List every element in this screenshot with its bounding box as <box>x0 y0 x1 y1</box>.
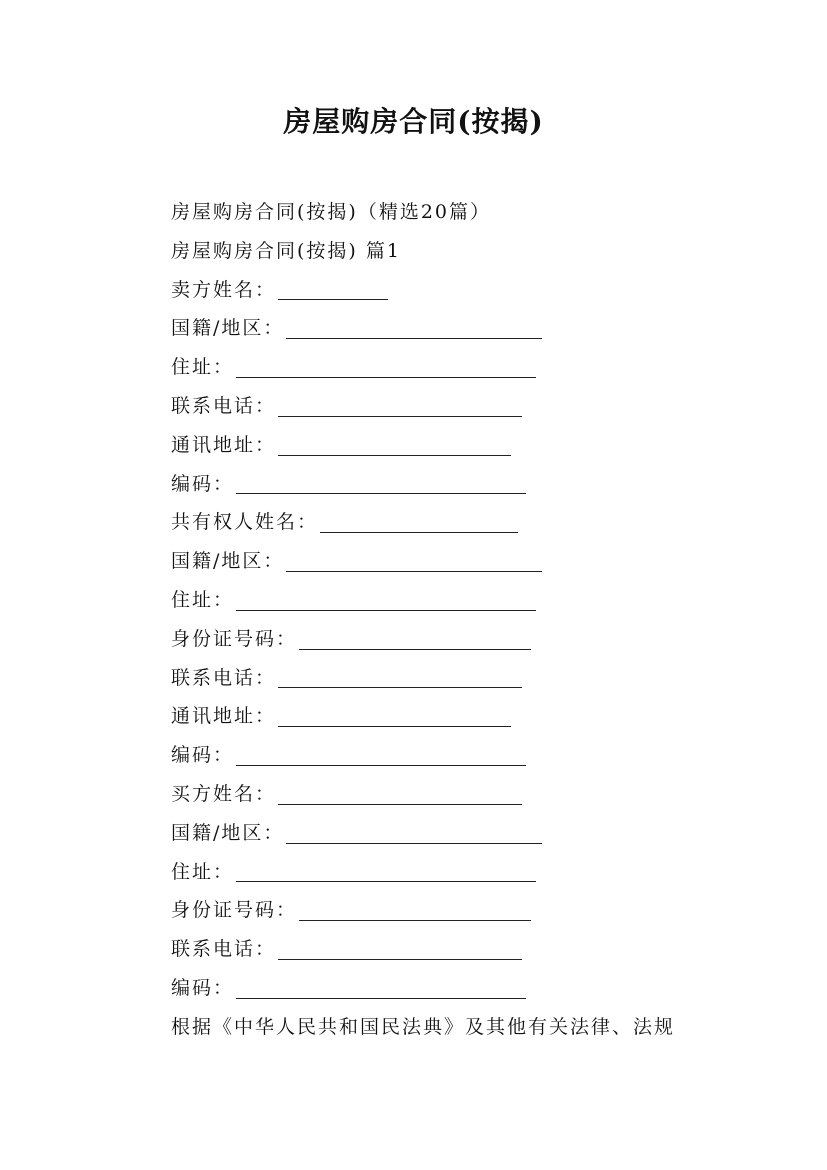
fill-in-blank <box>278 431 511 456</box>
co-owner-name-field <box>171 503 731 542</box>
field-label: 联系电话： <box>171 666 277 689</box>
field-label: 联系电话： <box>171 394 277 417</box>
field-label: 通讯地址： <box>171 705 277 728</box>
fill-in-blank <box>236 857 536 882</box>
field-label: 编码： <box>171 744 235 767</box>
field-label: 国籍/地区： <box>171 317 285 340</box>
buyer-name-field <box>171 775 731 814</box>
buyer-phone-field <box>171 930 731 969</box>
co-owner-address-field <box>171 581 731 620</box>
field-label: 身份证号码： <box>171 899 298 922</box>
fill-in-blank <box>286 819 542 844</box>
section-heading: 房屋购房合同(按揭) 篇1 <box>171 239 401 262</box>
intro-line: 房屋购房合同(按揭)（精选20篇） <box>171 201 492 223</box>
field-label: 联系电话： <box>171 938 277 961</box>
seller-mailing-address-field <box>171 426 731 465</box>
field-label: 国籍/地区： <box>171 821 285 844</box>
buyer-nationality-field <box>171 814 731 853</box>
fill-in-blank <box>236 741 526 766</box>
fill-in-blank <box>236 974 526 999</box>
fill-in-blank <box>278 935 522 960</box>
co-owner-phone-field <box>171 659 731 698</box>
field-label: 身份证号码： <box>171 627 298 650</box>
fill-in-blank <box>278 780 522 805</box>
fill-in-blank <box>236 586 536 611</box>
field-label: 通讯地址： <box>171 433 277 456</box>
co-owner-nationality-field <box>171 542 731 581</box>
fill-in-blank <box>236 469 526 494</box>
field-label: 住址： <box>171 860 235 883</box>
fill-in-blank <box>286 314 542 339</box>
co-owner-postcode-field <box>171 736 731 775</box>
field-label: 国籍/地区： <box>171 550 285 573</box>
seller-phone-field <box>171 387 731 426</box>
fill-in-blank <box>278 275 388 300</box>
field-label: 共有权人姓名： <box>171 511 319 534</box>
fill-in-blank <box>236 353 536 378</box>
field-label: 编码： <box>171 976 235 999</box>
document-title: 房屋购房合同(按揭) <box>283 105 544 138</box>
field-label: 买方姓名： <box>171 782 277 805</box>
buyer-postcode-field <box>171 969 731 1008</box>
field-label: 住址： <box>171 356 235 379</box>
buyer-address-field <box>171 853 731 892</box>
fill-in-blank <box>278 663 522 688</box>
seller-name-field <box>171 271 731 310</box>
field-label: 编码： <box>171 472 235 495</box>
fill-in-blank <box>320 508 518 533</box>
co-owner-mailing-address-field <box>171 697 731 736</box>
fill-in-blank <box>286 547 542 572</box>
fill-in-blank <box>278 392 522 417</box>
closing-paragraph: 根据《中华人民共和国民法典》及其他有关法律、法规 <box>171 1015 676 1038</box>
fill-in-blank <box>299 625 531 650</box>
buyer-id-field <box>171 891 731 930</box>
field-label: 卖方姓名： <box>171 278 277 301</box>
seller-postcode-field <box>171 465 731 504</box>
fill-in-blank <box>299 896 531 921</box>
document-body <box>171 193 731 1047</box>
seller-nationality-field <box>171 309 731 348</box>
co-owner-id-field <box>171 620 731 659</box>
seller-address-field <box>171 348 731 387</box>
field-label: 住址： <box>171 588 235 611</box>
fill-in-blank <box>278 702 511 727</box>
